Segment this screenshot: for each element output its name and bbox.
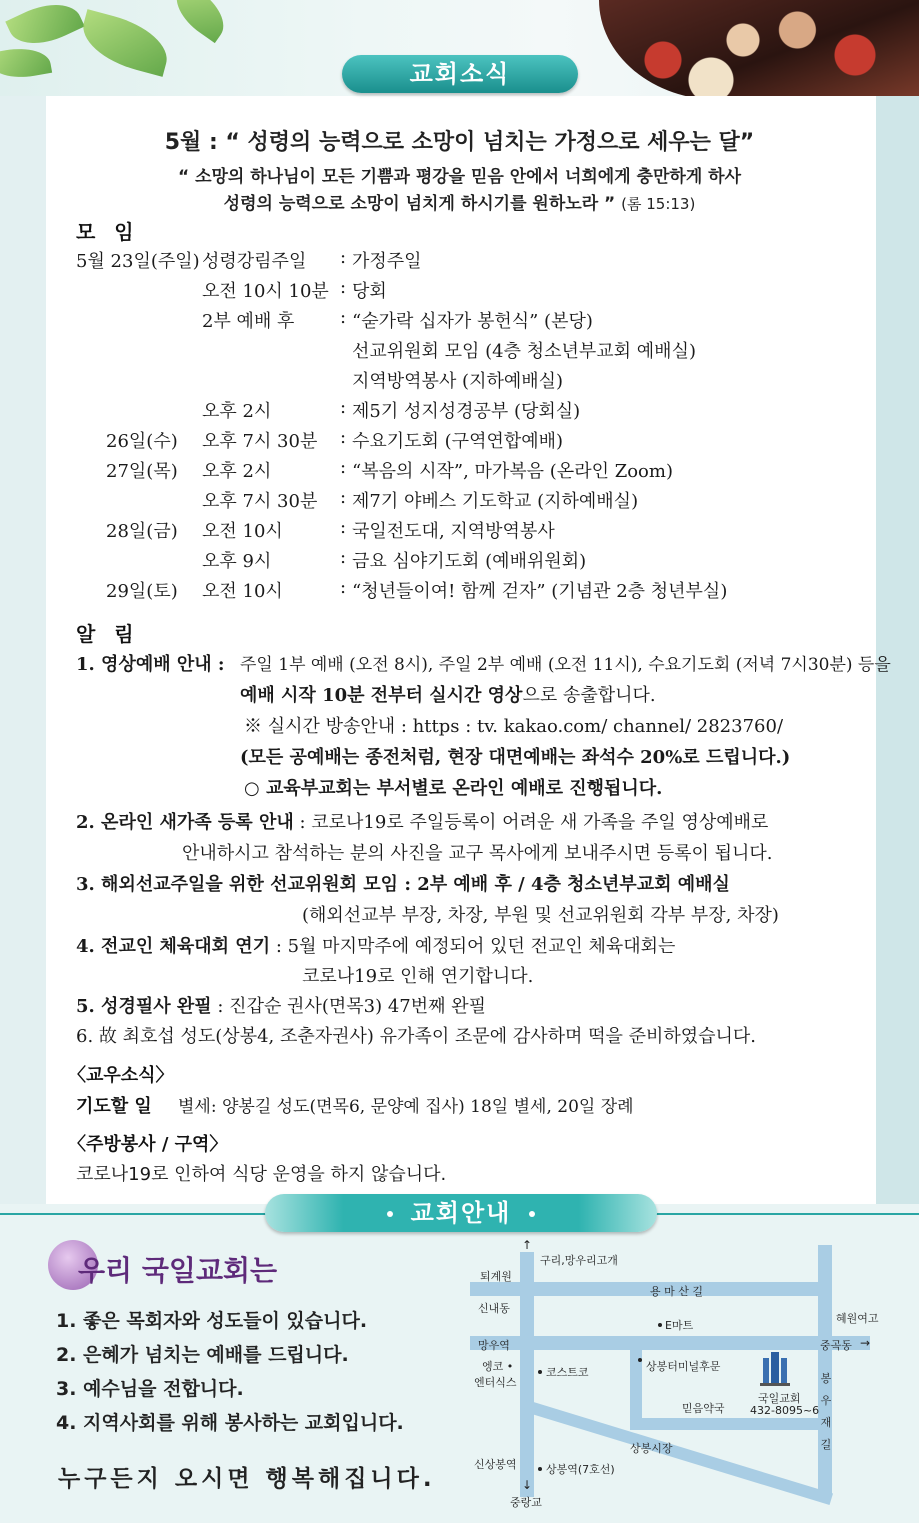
meeting-description: 제7기 야베스 기도학교 (지하예배실) [352, 491, 639, 512]
meeting-colon: : [340, 427, 347, 448]
map-label-char: 재 [820, 1416, 832, 1429]
notice-2 [76, 808, 768, 834]
map-road [470, 1336, 870, 1350]
meeting-description: “청년들이여! 함께 걷자” (기념관 2층 청년부실) [352, 581, 728, 602]
meeting-date: 27일(목) [106, 461, 178, 482]
map-label-hyewon: 혜원여고 [836, 1312, 879, 1325]
section-title-guide [265, 1194, 657, 1232]
notice-3-line-2: (해외선교부 부장, 차장, 부원 및 선교위원회 각부 부장, 차장) [302, 905, 779, 926]
members-heading: 〈교우소식〉 [68, 1065, 174, 1086]
map-road [630, 1418, 830, 1430]
verse-reference: (롬 15:13) [621, 195, 696, 213]
notice-5 [76, 992, 486, 1018]
map-label-mangu: 망우역 [478, 1339, 510, 1352]
pray-label: 기도할 일 [76, 1096, 152, 1117]
notice-6: 6. 故 최호섭 성도(상봉4, 조춘자권사) 유가족이 조문에 감사하며 떡을 준비하였습니다. [76, 1026, 757, 1047]
leaf-decoration [5, 0, 85, 56]
map-label-emart: E마트 [665, 1319, 694, 1332]
meeting-colon: : [340, 247, 347, 268]
meeting-time: 오전 10시 [202, 581, 283, 602]
kitchen-heading: 〈주방봉사 / 구역〉 [68, 1134, 228, 1155]
choir-photo [599, 0, 919, 100]
notice-1-line-1: 주일 1부 예배 (오전 8시), 주일 2부 예배 (오전 11시), 수요기도회 (저녁 7시30분) 등을 [240, 655, 891, 675]
notice-1-line-2 [240, 681, 656, 707]
meeting-time: 2부 예배 후 [202, 311, 295, 332]
notice-1-line-2-rest: 으로 송출합니다. [522, 685, 656, 706]
meeting-time: 오후 9시 [202, 551, 272, 572]
meeting-colon: : [340, 457, 347, 478]
map-label-char: 우 [820, 1394, 832, 1407]
meeting-description: 금요 심야기도회 (예배위원회) [352, 551, 587, 572]
meeting-description: “복음의 시작”, 마가복음 (온라인 Zoom) [352, 461, 673, 482]
meeting-time: 오후 2시 [202, 461, 272, 482]
map-label-encore: 엥코 • [482, 1360, 514, 1373]
notice-2-line-1: : 코로나19로 주일등록이 어려운 새 가족을 주일 영상예배로 [299, 812, 769, 833]
map-arrow-east-icon: → [860, 1336, 871, 1350]
meeting-colon: : [340, 547, 347, 568]
month-theme-title: 5월 : “ 성령의 능력으로 소망이 넘치는 가정으로 세우는 달” [164, 130, 755, 155]
section-title-news: 교회소식 [342, 55, 578, 93]
guide-item-1: 1. 좋은 목회자와 성도들이 있습니다. [56, 1310, 368, 1332]
notice-1 [76, 650, 225, 676]
notice-1-line-3: ※ 실시간 방송안내 : https : tv. kakao.com/ channel/ 2823760/ [244, 716, 784, 737]
map-label-phone: 432-8095~6 [750, 1404, 820, 1417]
map-marker-sangbong [538, 1467, 542, 1471]
notice-2-label: 2. 온라인 새가족 등록 안내 [76, 812, 294, 833]
map-label-costco: 코스트코 [546, 1366, 589, 1379]
meeting-time: 오전 10시 10분 [202, 281, 329, 302]
meeting-description: 국일전도대, 지역방역봉사 [352, 521, 555, 542]
notices-heading: 알 림 [76, 622, 140, 646]
map-marker-emart [658, 1323, 662, 1327]
meeting-date: 29일(토) [106, 581, 178, 602]
verse-line-2 [0, 189, 919, 214]
meeting-date: 5월 23일(주일) [76, 251, 200, 272]
meeting-colon: : [340, 307, 347, 328]
guide-item-2: 2. 은혜가 넘치는 예배를 드립니다. [56, 1344, 349, 1366]
notice-1-line-2-bold: 예배 시작 10분 전부터 실시간 영상 [240, 685, 523, 706]
meeting-colon: : [340, 277, 347, 298]
meeting-time: 오후 2시 [202, 401, 272, 422]
pray-text: 별세: 양봉길 성도(면목6, 문양예 집사) 18일 별세, 20일 장례 [178, 1097, 634, 1117]
meeting-colon: : [340, 487, 347, 508]
church-intro-text: 우리 국일교회는 [78, 1254, 278, 1287]
meeting-colon: : [340, 517, 347, 538]
map-label-sinnaedong: 신내동 [478, 1302, 510, 1315]
map-label-char: 봉 [820, 1372, 832, 1385]
map-label-sangbong: 상봉역(7호선) [546, 1463, 615, 1476]
welcome-message: 누구든지 오시면 행복해집니다. [58, 1466, 436, 1492]
guide-title: 교회안내 [410, 1199, 512, 1227]
leaf-decoration [0, 43, 52, 83]
map-label-pharmacy: 믿음약국 [682, 1402, 725, 1415]
meeting-description: 당회 [352, 281, 387, 302]
meeting-time: 오후 7시 30분 [202, 491, 318, 512]
kitchen-text: 코로나19로 인하여 식당 운영을 하지 않습니다. [76, 1164, 447, 1185]
dot-icon [529, 1211, 535, 1217]
meeting-description: 수요기도회 (구역연합예배) [352, 431, 564, 452]
map-label-toegyewon: 퇴계원 [480, 1270, 512, 1283]
notice-5-line-1: : 진갑순 권사(면목3) 47번째 완필 [217, 996, 487, 1017]
map-label-char: 길 [820, 1438, 832, 1451]
guide-item-3: 3. 예수님을 전합니다. [56, 1378, 244, 1400]
meetings-heading: 모 임 [76, 220, 140, 244]
map-label-junggok: 중곡동 [820, 1339, 852, 1352]
map-label-terminal: 상봉터미널후문 [646, 1360, 721, 1373]
map-label-church: 국일교회 [758, 1392, 801, 1405]
church-building-icon [760, 1350, 790, 1386]
notice-1-line-5: ○ 교육부교회는 부서별로 온라인 예배로 진행됩니다. [244, 778, 663, 799]
notice-4-line-2: 코로나19로 인해 연기합니다. [302, 966, 534, 987]
map-arrow-south-icon: ↓ [522, 1478, 533, 1492]
dot-icon [387, 1211, 393, 1217]
meeting-date: 28일(금) [106, 521, 178, 542]
notice-2-line-2: 안내하시고 참석하는 분의 사진을 교구 목사에게 보내주시면 등록이 됩니다. [182, 843, 773, 864]
meeting-colon: : [340, 397, 347, 418]
map-label-north: 구리,망우리고개 [540, 1254, 618, 1267]
map-arrow-north-icon: ↑ [522, 1238, 533, 1252]
map-label-sinsang: 신상봉역 [474, 1458, 517, 1471]
meeting-description: 선교위원회 모임 (4층 청소년부교회 예배실) [352, 341, 696, 362]
map-marker-terminal [638, 1358, 642, 1362]
map-label-road-top: 용 마 산 길 [650, 1285, 703, 1298]
meeting-date: 26일(수) [106, 431, 178, 452]
notice-5-label: 5. 성경필사 완필 [76, 996, 212, 1017]
map-label-jungrang: 중랑교 [510, 1496, 542, 1509]
meeting-time: 오전 10시 [202, 521, 283, 542]
meeting-description: 가정주일 [352, 251, 422, 272]
verse-line-2-text: 성령의 능력으로 소망이 넘치게 하시기를 원하노라 ” [223, 194, 616, 214]
meeting-colon: : [340, 577, 347, 598]
meeting-description: “숟가락 십자가 봉헌식” (본당) [352, 311, 593, 332]
notice-4 [76, 932, 675, 958]
notice-1-line-4: (모든 공예배는 종전처럼, 현장 대면예배는 좌석수 20%로 드립니다.) [240, 747, 791, 768]
meeting-time: 성령강림주일 [202, 251, 307, 272]
notice-4-line-1: : 5월 마지막주에 예정되어 있던 전교인 체육대회는 [275, 936, 676, 957]
map-label-market: 상봉시장 [630, 1442, 673, 1455]
map-label-bongu-road [820, 1368, 832, 1456]
location-map [470, 1240, 890, 1515]
meeting-time: 오후 7시 30분 [202, 431, 318, 452]
leaf-decoration [166, 0, 235, 43]
notice-3: 3. 해외선교주일을 위한 선교위원회 모임 : 2부 예배 후 / 4층 청소년부교회 예배실 [76, 874, 730, 895]
leaf-decoration [76, 9, 175, 77]
left-margin [0, 96, 46, 1204]
verse-line-1: “ 소망의 하나님이 모든 기쁨과 평강을 믿음 안에서 너희에게 충만하게 하사 [177, 167, 742, 187]
map-marker-costco [538, 1370, 542, 1374]
notice-1-label: 1. 영상예배 안내 : [76, 654, 225, 675]
notice-4-label: 4. 전교인 체육대회 연기 [76, 936, 271, 957]
meeting-description: 제5기 성지성경공부 (당회실) [352, 401, 581, 422]
guide-item-4: 4. 지역사회를 위해 봉사하는 교회입니다. [56, 1412, 404, 1434]
meeting-description: 지역방역봉사 (지하예배실) [352, 371, 564, 392]
map-label-entertain: 엔터식스 [474, 1376, 517, 1389]
